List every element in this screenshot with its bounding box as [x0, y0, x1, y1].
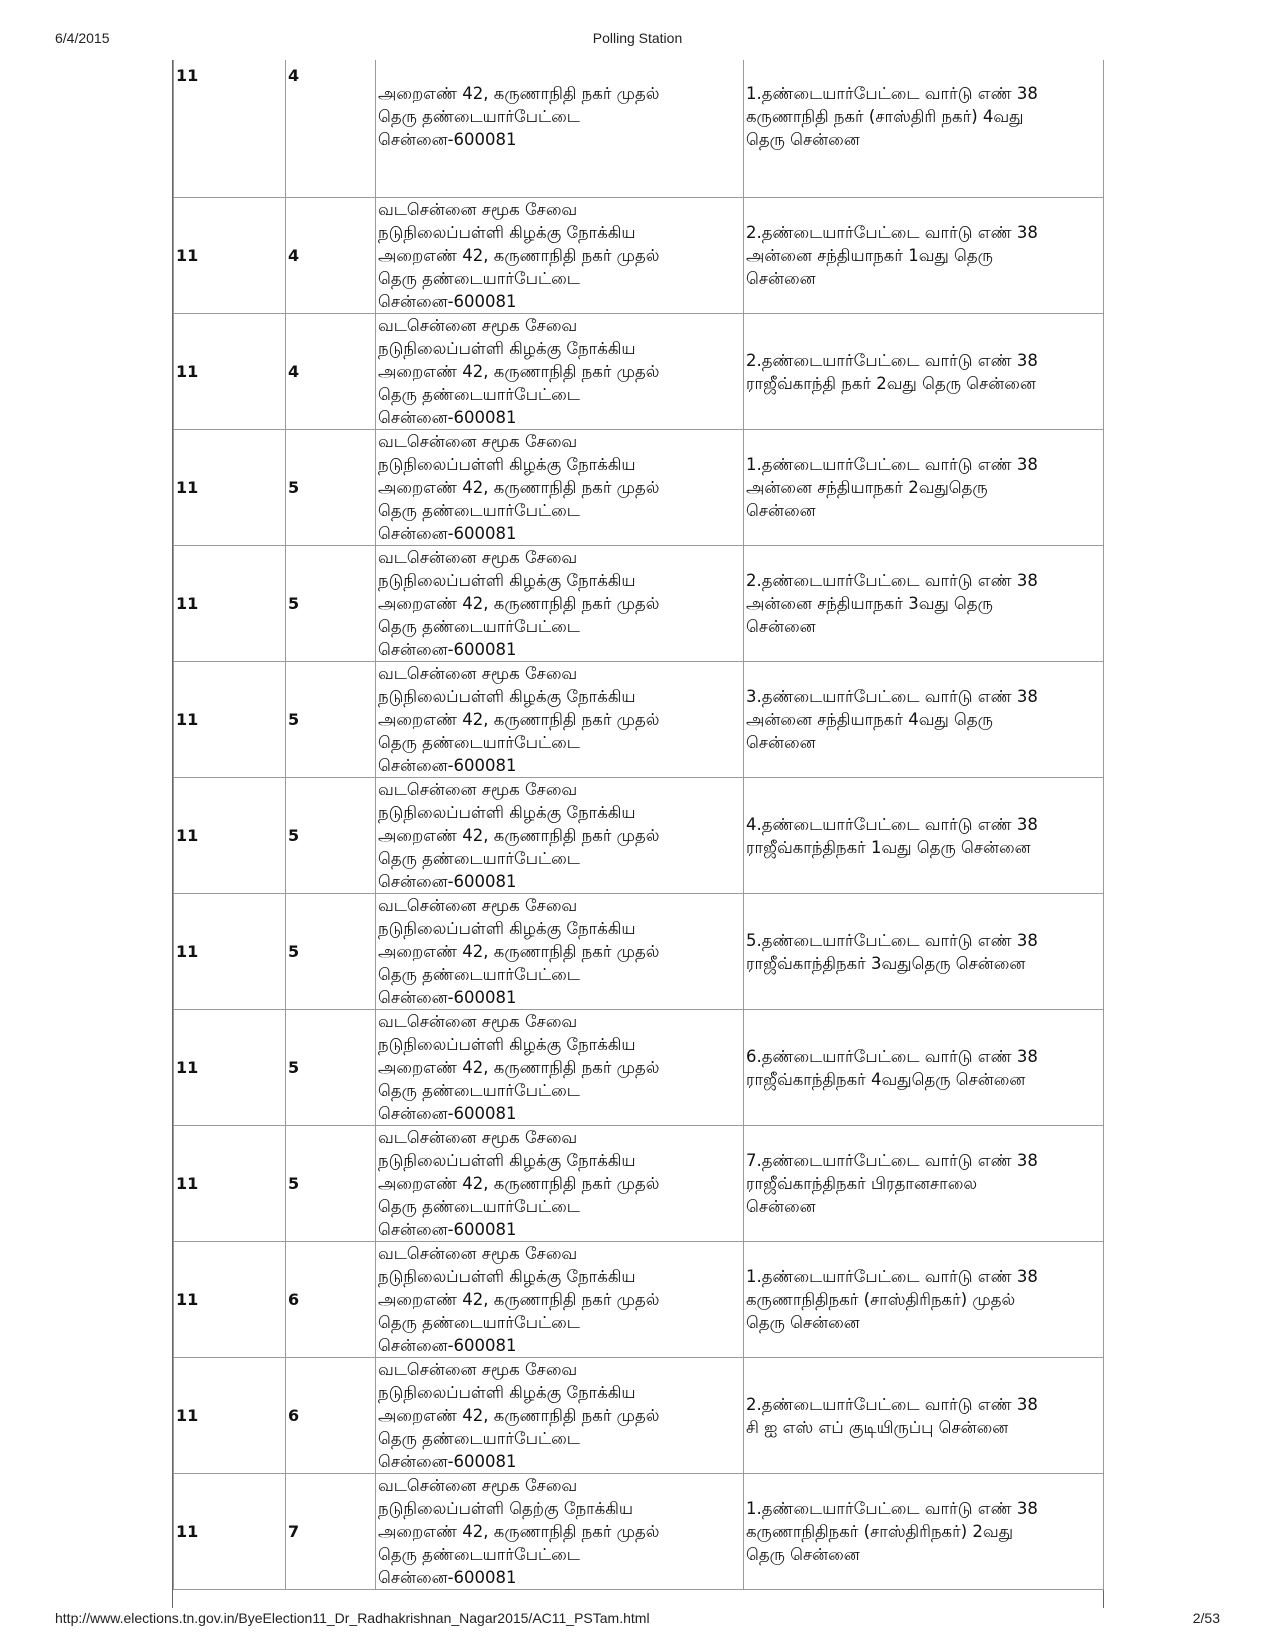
- assembly-constituency-number: 11: [174, 778, 286, 894]
- area-line: கருணாநிதி நகர் (சாஸ்திரி நகர்) 4வது: [746, 107, 1024, 126]
- table-row: [174, 894, 1104, 1010]
- address-line: தெரு தண்டையார்பேட்டை: [378, 269, 580, 288]
- area-line: 6.தண்டையார்பேட்டை வார்டு எண் 38: [746, 1046, 1038, 1066]
- polling-station-address: [376, 778, 744, 894]
- polling-area: [744, 1010, 1104, 1126]
- polling-station-table-wrapper: [172, 60, 1104, 1608]
- address-line: தெரு தண்டையார்பேட்டை: [378, 1197, 580, 1216]
- polling-area: [744, 430, 1104, 546]
- polling-station-number: 6: [286, 1358, 376, 1474]
- polling-area: [744, 662, 1104, 778]
- address-line: வடசென்னை சமூக சேவை: [378, 316, 578, 335]
- address-line: அறைஎண் 42, கருணாநிதி நகர் முதல்: [378, 710, 660, 729]
- address-line: சென்னை-600081: [378, 1568, 517, 1587]
- assembly-constituency-number: 11: [174, 1126, 286, 1242]
- table-row: [174, 1242, 1104, 1358]
- polling-area: [744, 1358, 1104, 1474]
- area-line: 1.தண்டையார்பேட்டை வார்டு எண் 38: [746, 1267, 1038, 1286]
- polling-station-number: 4: [286, 314, 376, 430]
- address-line: வடசென்னை சமூக சேவை: [378, 1476, 578, 1495]
- assembly-constituency-number: 11: [174, 1010, 286, 1126]
- address-line: நடுநிலைப்பள்ளி கிழக்கு நோக்கிய: [378, 339, 636, 358]
- area-line: தெரு சென்னை: [746, 130, 860, 149]
- address-line: வடசென்னை சமூக சேவை: [378, 200, 578, 219]
- polling-station-address: [376, 894, 744, 1010]
- polling-station-number: 5: [286, 546, 376, 662]
- address-line: நடுநிலைப்பள்ளி கிழக்கு நோக்கிய: [378, 1267, 636, 1286]
- address-line: தெரு தண்டையார்பேட்டை: [378, 1081, 580, 1100]
- polling-area: [744, 894, 1104, 1010]
- polling-station-address: [376, 1474, 744, 1590]
- table-row: [174, 430, 1104, 546]
- assembly-constituency-number: 11: [174, 430, 286, 546]
- polling-station-address: [376, 198, 744, 314]
- area-line: கருணாநிதிநகர் (சாஸ்திரிநகர்) 2வது: [746, 1522, 1014, 1541]
- address-line: அறைஎண் 42, கருணாநிதி நகர் முதல்: [378, 478, 660, 497]
- table-body: [174, 60, 1104, 1590]
- address-line: அறைஎண் 42, கருணாநிதி நகர் முதல்: [378, 362, 660, 381]
- address-line: சென்னை-600081: [378, 408, 517, 427]
- table-row: [174, 314, 1104, 430]
- address-line: அறைஎண் 42, கருணாநிதி நகர் முதல்: [378, 826, 660, 845]
- source-url: http://www.elections.tn.gov.in/ByeElection11_Dr_Radhakrishnan_Nagar2015/AC11_PSTam.html: [55, 1610, 650, 1626]
- address-line: அறைஎண் 42, கருணாநிதி நகர் முதல்: [378, 1406, 660, 1425]
- address-line: சென்னை-600081: [378, 292, 517, 311]
- polling-station-address: [376, 60, 744, 198]
- table-row: [174, 778, 1104, 894]
- address-line: சென்னை-600081: [378, 1220, 517, 1239]
- polling-station-address: [376, 1126, 744, 1242]
- address-line: சென்னை-600081: [378, 756, 517, 775]
- area-line: கருணாநிதிநகர் (சாஸ்திரிநகர்) முதல்: [746, 1290, 1016, 1309]
- address-line: வடசென்னை சமூக சேவை: [378, 548, 578, 567]
- assembly-constituency-number: 11: [174, 314, 286, 430]
- assembly-constituency-number: 11: [174, 662, 286, 778]
- area-line: ராஜீவ்காந்திநகர் 3வதுதெரு சென்னை: [746, 953, 1026, 973]
- address-line: வடசென்னை சமூக சேவை: [378, 664, 578, 683]
- area-line: ராஜீவ்காந்தி நகர் 2வது தெரு சென்னை: [746, 373, 1036, 393]
- table-row: [174, 546, 1104, 662]
- area-line: 5.தண்டையார்பேட்டை வார்டு எண் 38: [746, 930, 1038, 950]
- address-line: தெரு தண்டையார்பேட்டை: [378, 1429, 580, 1448]
- polling-station-number: 5: [286, 894, 376, 1010]
- address-line: சென்னை-600081: [378, 524, 517, 543]
- address-line: நடுநிலைப்பள்ளி கிழக்கு நோக்கிய: [378, 571, 636, 590]
- address-line: அறைஎண் 42, கருணாநிதி நகர் முதல்: [378, 942, 660, 961]
- address-line: தெரு தண்டையார்பேட்டை: [378, 1545, 580, 1564]
- address-line: தெரு தண்டையார்பேட்டை: [378, 501, 580, 520]
- assembly-constituency-number: 11: [174, 1242, 286, 1358]
- area-line: தெரு சென்னை: [746, 1545, 860, 1564]
- area-line: சென்னை: [746, 501, 816, 520]
- address-line: வடசென்னை சமூக சேவை: [378, 1360, 578, 1379]
- table-row: [174, 1010, 1104, 1126]
- area-line: 3.தண்டையார்பேட்டை வார்டு எண் 38: [746, 687, 1038, 706]
- area-line: சி ஐ எஸ் எப் குடியிருப்பு சென்னை: [746, 1417, 1009, 1437]
- polling-area: [744, 1126, 1104, 1242]
- polling-station-number: 5: [286, 662, 376, 778]
- page-header: [0, 30, 1275, 50]
- assembly-constituency-number: 11: [174, 1474, 286, 1590]
- area-line: தெரு சென்னை: [746, 1313, 860, 1332]
- area-line: சென்னை: [746, 617, 816, 636]
- area-line: அன்னை சந்தியாநகர் 2வதுதெரு: [746, 478, 988, 497]
- address-line: சென்னை-600081: [378, 988, 517, 1007]
- address-line: அறைஎண் 42, கருணாநிதி நகர் முதல்: [378, 1290, 660, 1309]
- address-line: சென்னை-600081: [378, 872, 517, 891]
- table-row: [174, 60, 1104, 198]
- area-line: அன்னை சந்தியாநகர் 3வது தெரு: [746, 594, 993, 613]
- address-line: நடுநிலைப்பள்ளி தெற்கு நோக்கிய: [378, 1499, 633, 1518]
- polling-station-number: 5: [286, 430, 376, 546]
- table-row: [174, 1358, 1104, 1474]
- polling-station-address: [376, 314, 744, 430]
- polling-area: [744, 198, 1104, 314]
- polling-station-number: 7: [286, 1474, 376, 1590]
- address-line: நடுநிலைப்பள்ளி கிழக்கு நோக்கிய: [378, 1035, 636, 1054]
- area-line: சென்னை: [746, 269, 816, 288]
- polling-area: [744, 314, 1104, 430]
- address-line: நடுநிலைப்பள்ளி கிழக்கு நோக்கிய: [378, 919, 636, 938]
- polling-station-table: [173, 60, 1104, 1590]
- area-line: 2.தண்டையார்பேட்டை வார்டு எண் 38: [746, 571, 1038, 590]
- address-line: தெரு தண்டையார்பேட்டை: [378, 107, 580, 126]
- assembly-constituency-number: 11: [174, 198, 286, 314]
- page-footer: [0, 1610, 1275, 1630]
- address-line: தெரு தண்டையார்பேட்டை: [378, 733, 580, 752]
- address-line: அறைஎண் 42, கருணாநிதி நகர் முதல்: [378, 594, 660, 613]
- polling-station-address: [376, 662, 744, 778]
- area-line: 1.தண்டையார்பேட்டை வார்டு எண் 38: [746, 455, 1038, 474]
- area-line: ராஜீவ்காந்திநகர் 1வது தெரு சென்னை: [746, 837, 1031, 857]
- address-line: வடசென்னை சமூக சேவை: [378, 432, 578, 451]
- address-line: தெரு தண்டையார்பேட்டை: [378, 1313, 580, 1332]
- address-line: நடுநிலைப்பள்ளி கிழக்கு நோக்கிய: [378, 1383, 636, 1402]
- table-row: [174, 662, 1104, 778]
- assembly-constituency-number: 11: [174, 1358, 286, 1474]
- address-line: வடசென்னை சமூக சேவை: [378, 1128, 578, 1147]
- table-row: [174, 1474, 1104, 1590]
- area-line: 2.தண்டையார்பேட்டை வார்டு எண் 38: [746, 223, 1038, 242]
- area-line: 4.தண்டையார்பேட்டை வார்டு எண் 38: [746, 814, 1038, 834]
- polling-station-number: 4: [286, 60, 376, 198]
- address-line: அறைஎண் 42, கருணாநிதி நகர் முதல்: [378, 1174, 660, 1193]
- area-line: 2.தண்டையார்பேட்டை வார்டு எண் 38: [746, 350, 1038, 370]
- polling-area: [744, 778, 1104, 894]
- polling-area: [744, 546, 1104, 662]
- polling-area: [744, 1242, 1104, 1358]
- area-line: அன்னை சந்தியாநகர் 4வது தெரு: [746, 710, 993, 729]
- polling-station-number: 5: [286, 778, 376, 894]
- polling-station-address: [376, 1010, 744, 1126]
- print-date: 6/4/2015: [55, 30, 110, 46]
- address-line: சென்னை-600081: [378, 1336, 517, 1355]
- polling-station-address: [376, 1242, 744, 1358]
- address-line: வடசென்னை சமூக சேவை: [378, 896, 578, 915]
- assembly-constituency-number: 11: [174, 546, 286, 662]
- address-line: சென்னை-600081: [378, 1104, 517, 1123]
- page-number: 2/53: [1192, 1610, 1220, 1626]
- polling-station-address: [376, 430, 744, 546]
- address-line: தெரு தண்டையார்பேட்டை: [378, 965, 580, 984]
- address-line: நடுநிலைப்பள்ளி கிழக்கு நோக்கிய: [378, 803, 636, 822]
- address-line: நடுநிலைப்பள்ளி கிழக்கு நோக்கிய: [378, 455, 636, 474]
- area-line: 1.தண்டையார்பேட்டை வார்டு எண் 38: [746, 84, 1038, 103]
- address-line: அறைஎண் 42, கருணாநிதி நகர் முதல்: [378, 84, 660, 103]
- area-line: சென்னை: [746, 733, 816, 752]
- table-row: [174, 1126, 1104, 1242]
- area-line: அன்னை சந்தியாநகர் 1வது தெரு: [746, 246, 993, 265]
- polling-station-number: 6: [286, 1242, 376, 1358]
- address-line: நடுநிலைப்பள்ளி கிழக்கு நோக்கிய: [378, 223, 636, 242]
- address-line: வடசென்னை சமூக சேவை: [378, 780, 578, 799]
- address-line: வடசென்னை சமூக சேவை: [378, 1012, 578, 1031]
- area-line: 1.தண்டையார்பேட்டை வார்டு எண் 38: [746, 1499, 1038, 1518]
- polling-station-number: 5: [286, 1126, 376, 1242]
- assembly-constituency-number: 11: [174, 60, 286, 198]
- assembly-constituency-number: 11: [174, 894, 286, 1010]
- address-line: நடுநிலைப்பள்ளி கிழக்கு நோக்கிய: [378, 1151, 636, 1170]
- address-line: தெரு தண்டையார்பேட்டை: [378, 849, 580, 868]
- page-title: Polling Station: [592, 30, 683, 46]
- address-line: தெரு தண்டையார்பேட்டை: [378, 385, 580, 404]
- polling-area: [744, 60, 1104, 198]
- address-line: அறைஎண் 42, கருணாநிதி நகர் முதல்: [378, 246, 660, 265]
- area-line: 2.தண்டையார்பேட்டை வார்டு எண் 38: [746, 1394, 1038, 1414]
- polling-station-number: 4: [286, 198, 376, 314]
- area-line: சென்னை: [746, 1197, 816, 1216]
- address-line: தெரு தண்டையார்பேட்டை: [378, 617, 580, 636]
- address-line: அறைஎண் 42, கருணாநிதி நகர் முதல்: [378, 1522, 660, 1541]
- table-row: [174, 198, 1104, 314]
- address-line: சென்னை-600081: [378, 1452, 517, 1471]
- address-line: சென்னை-600081: [378, 130, 517, 149]
- address-line: நடுநிலைப்பள்ளி கிழக்கு நோக்கிய: [378, 687, 636, 706]
- address-line: வடசென்னை சமூக சேவை: [378, 1244, 578, 1263]
- polling-station-address: [376, 1358, 744, 1474]
- address-line: அறைஎண் 42, கருணாநிதி நகர் முதல்: [378, 1058, 660, 1077]
- address-line: சென்னை-600081: [378, 640, 517, 659]
- polling-area: [744, 1474, 1104, 1590]
- polling-station-number: 5: [286, 1010, 376, 1126]
- area-line: ராஜீவ்காந்திநகர் பிரதானசாலை: [746, 1174, 978, 1193]
- polling-station-address: [376, 546, 744, 662]
- area-line: ராஜீவ்காந்திநகர் 4வதுதெரு சென்னை: [746, 1069, 1026, 1089]
- area-line: 7.தண்டையார்பேட்டை வார்டு எண் 38: [746, 1151, 1038, 1170]
